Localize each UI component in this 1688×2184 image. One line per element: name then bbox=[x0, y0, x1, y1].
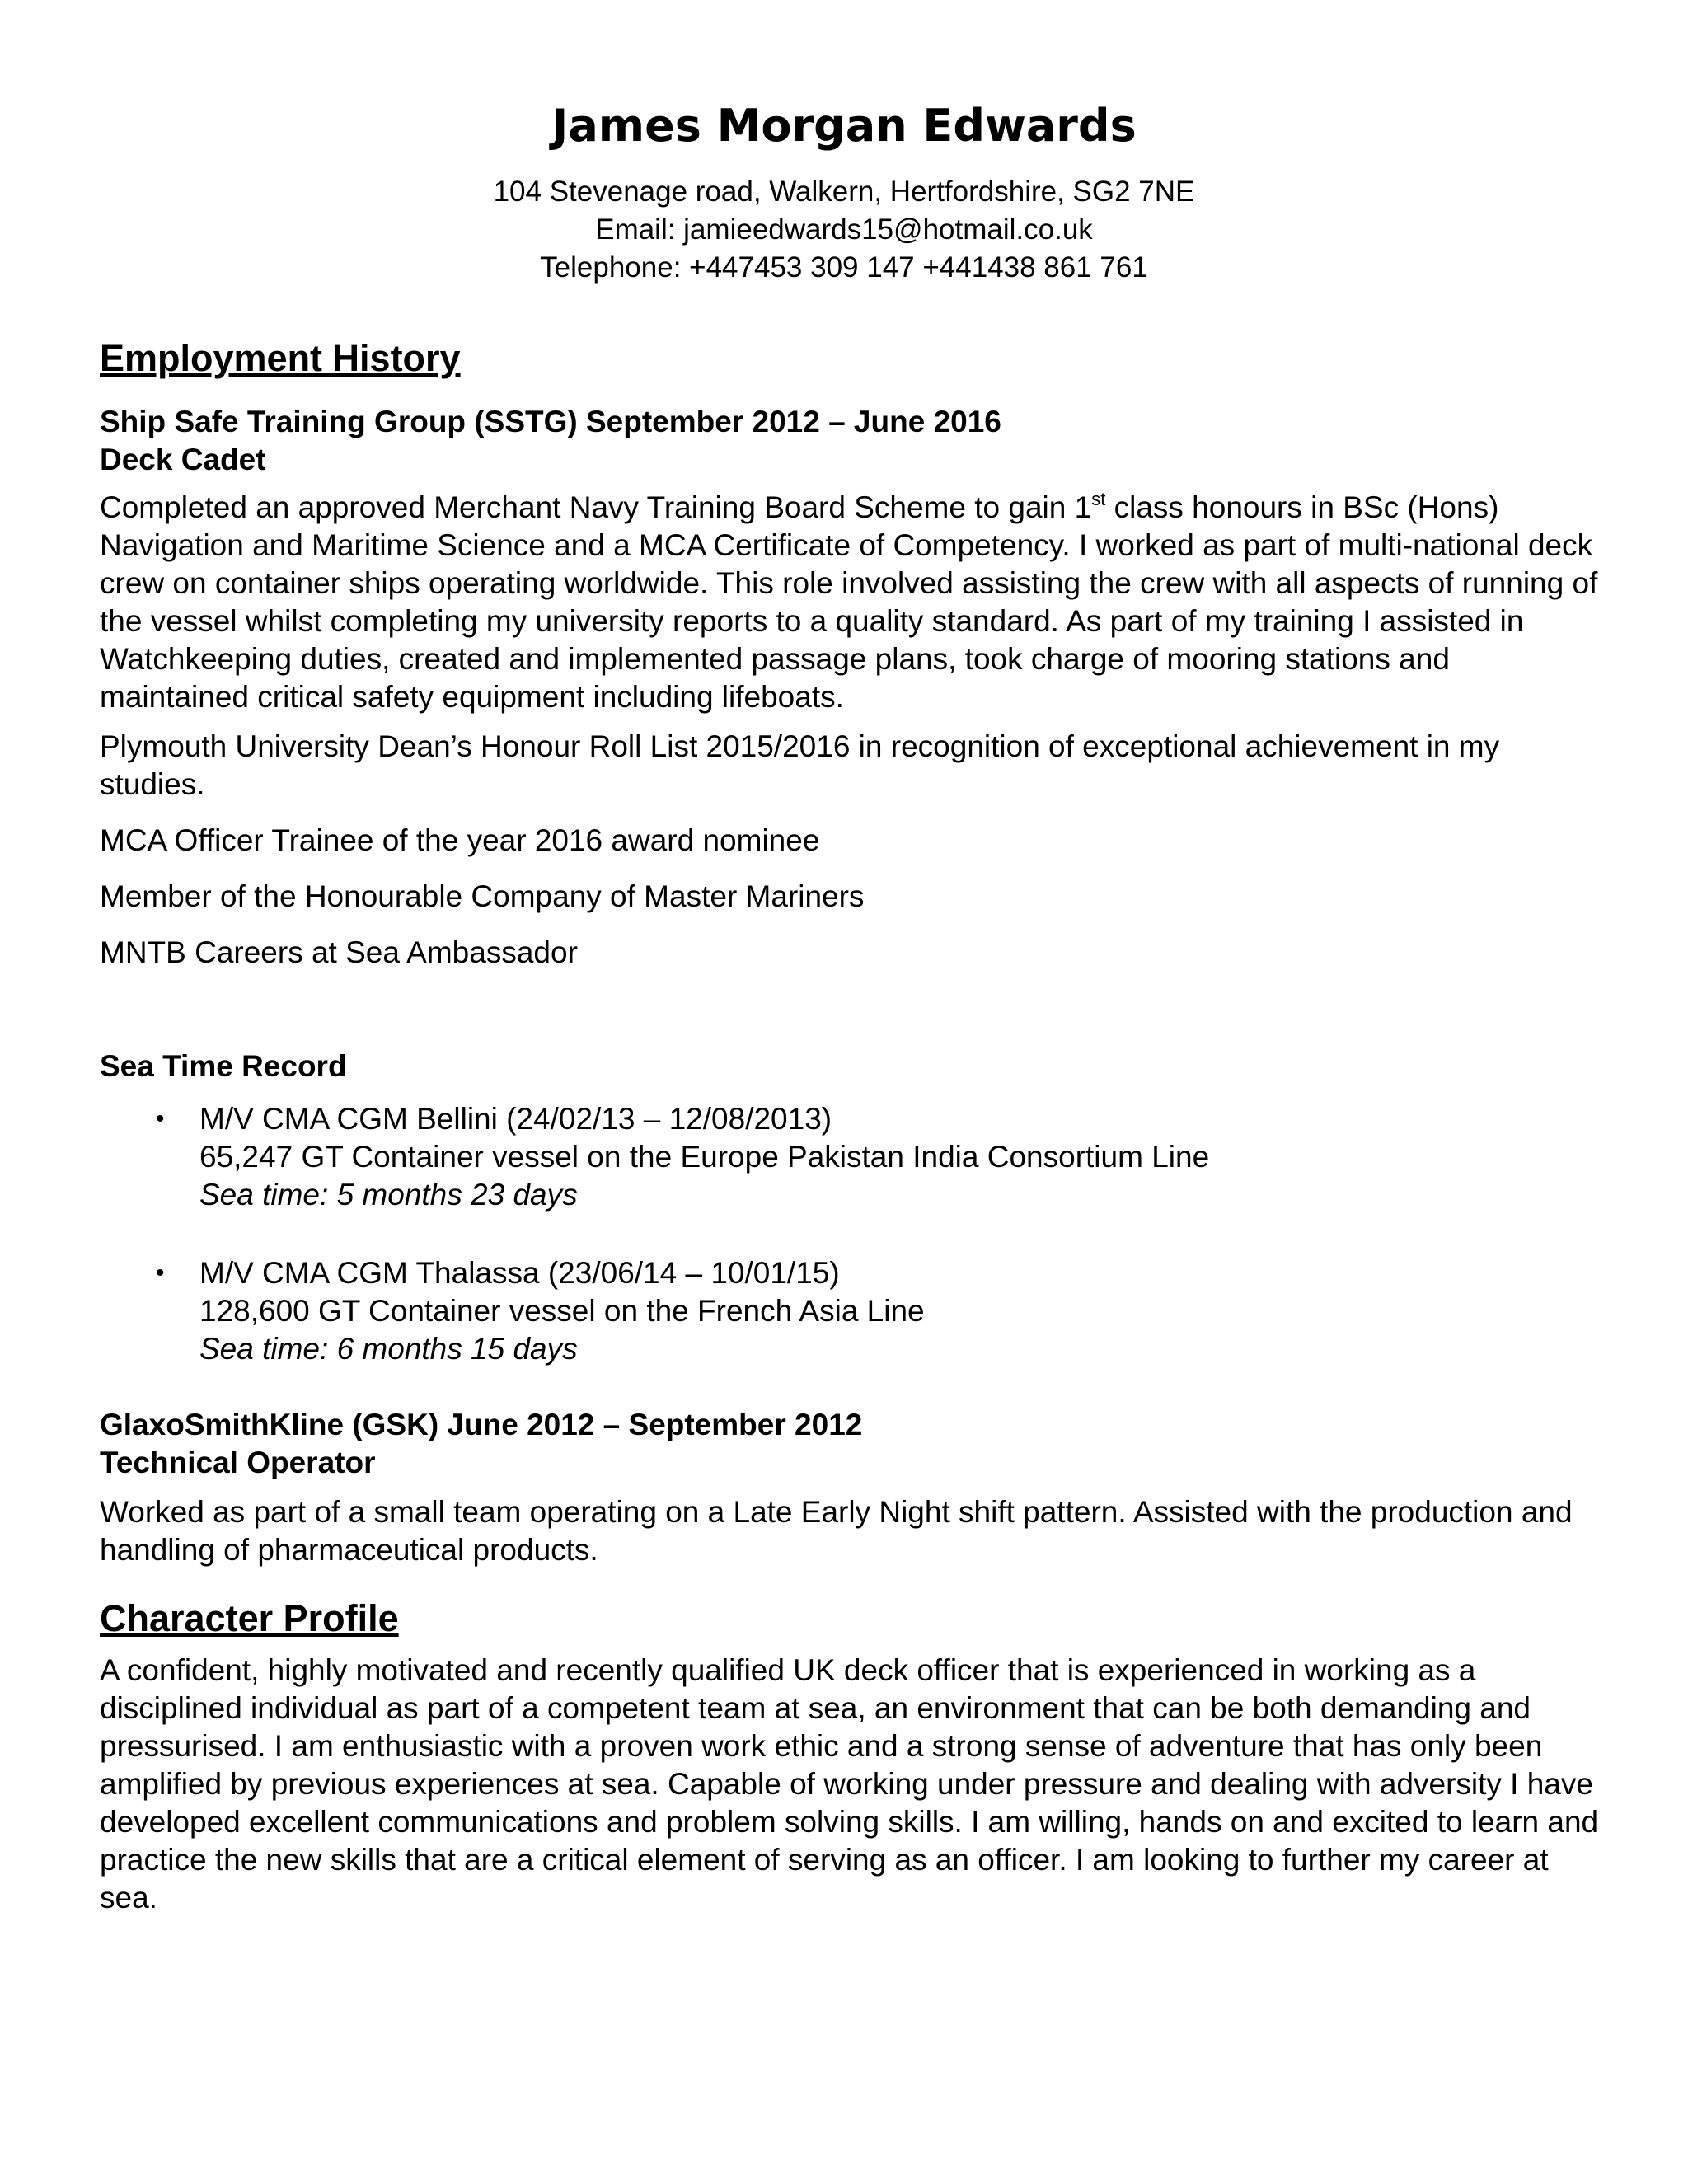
employment-history-heading: Employment History bbox=[100, 337, 461, 379]
vessel-name: M/V CMA CGM Thalassa (23/06/14 – 10/01/15) bbox=[199, 1256, 840, 1290]
job-description bbox=[100, 489, 1600, 716]
address: 104 Stevenage road, Walkern, Hertfordshire, SG2 7NE bbox=[493, 176, 1195, 208]
achievement: Plymouth University Dean’s Honour Roll List 2015/2016 in recognition of exceptional achievement in my studies. bbox=[100, 729, 1500, 801]
cv-header bbox=[0, 97, 1688, 287]
job-heading: GlaxoSmithKline (GSK) June 2012 – September 2012 bbox=[100, 1408, 863, 1441]
job-description-rest: class honours in BSc (Hons) Navigation and Maritime Science and a MCA Certificate of Competency. I worked as part of multi-national deck crew on container ships operating worldwide. This role involved assisting the crew with all aspects of running of the vessel whilst completing my university reports to a quality standard. As part of my training I assisted in Watchkeeping duties, created and implemented passage plans, took charge of mooring stations and maintained critical safety equipment including lifeboats. bbox=[100, 490, 1598, 714]
list-item bbox=[100, 1254, 1600, 1368]
candidate-name: James Morgan Edwards bbox=[551, 100, 1137, 152]
ordinal-suffix: st bbox=[1091, 489, 1106, 509]
cv-content bbox=[100, 334, 1600, 1917]
vessel-list bbox=[100, 1100, 1600, 1368]
email: Email: jamieedwards15@hotmail.co.uk bbox=[595, 213, 1093, 246]
job-role: Technical Operator bbox=[100, 1446, 376, 1479]
vessel-description: 128,600 GT Container vessel on the French Asia Line bbox=[199, 1294, 925, 1328]
telephone: Telephone: +447453 309 147 +441438 861 761 bbox=[540, 251, 1148, 284]
bullet-icon: • bbox=[156, 1105, 165, 1132]
sea-time-heading: Sea Time Record bbox=[100, 1049, 347, 1083]
bullet-icon: • bbox=[156, 1259, 165, 1286]
job-heading: Ship Safe Training Group (SSTG) September 2012 – June 2016 bbox=[100, 405, 1001, 438]
job-description-start: Completed an approved Merchant Navy Training Board Scheme to gain 1 bbox=[100, 490, 1092, 524]
vessel-name: M/V CMA CGM Bellini (24/02/13 – 12/08/2013) bbox=[199, 1102, 832, 1136]
job-description: Worked as part of a small team operating on a Late Early Night shift pattern. Assisted with the production and handling of pharmaceutical products. bbox=[100, 1495, 1573, 1567]
profile-text: A confident, highly motivated and recently qualified UK deck officer that is experienced in working as a disciplined individual as part of a competent team at sea, an environment that can be both demanding and pressurised. I am enthusiastic with a proven work ethic and a strong sense of adventure that has only been amplified by previous experiences at sea. Capable of working under pressure and dealing with adversity I have developed excellent communications and problem solving skills. I am willing, hands on and excited to learn and practice the new skills that are a critical element of serving as an officer. I am looking to further my career at sea. bbox=[100, 1653, 1599, 1915]
sea-time-record bbox=[100, 1047, 1600, 1368]
list-item bbox=[100, 1100, 1600, 1214]
achievement: MNTB Careers at Sea Ambassador bbox=[100, 935, 578, 969]
character-profile-heading: Character Profile bbox=[100, 1597, 399, 1639]
vessel-sea-time: Sea time: 5 months 23 days bbox=[199, 1178, 578, 1212]
vessel-sea-time: Sea time: 6 months 15 days bbox=[199, 1332, 578, 1366]
job-gsk bbox=[100, 1406, 1600, 1569]
job-sstg bbox=[100, 403, 1600, 972]
achievement: Member of the Honourable Company of Master Mariners bbox=[100, 879, 865, 913]
vessel-description: 65,247 GT Container vessel on the Europe Pakistan India Consortium Line bbox=[199, 1140, 1210, 1174]
achievement: MCA Officer Trainee of the year 2016 award nominee bbox=[100, 823, 820, 857]
job-role: Deck Cadet bbox=[100, 443, 266, 476]
